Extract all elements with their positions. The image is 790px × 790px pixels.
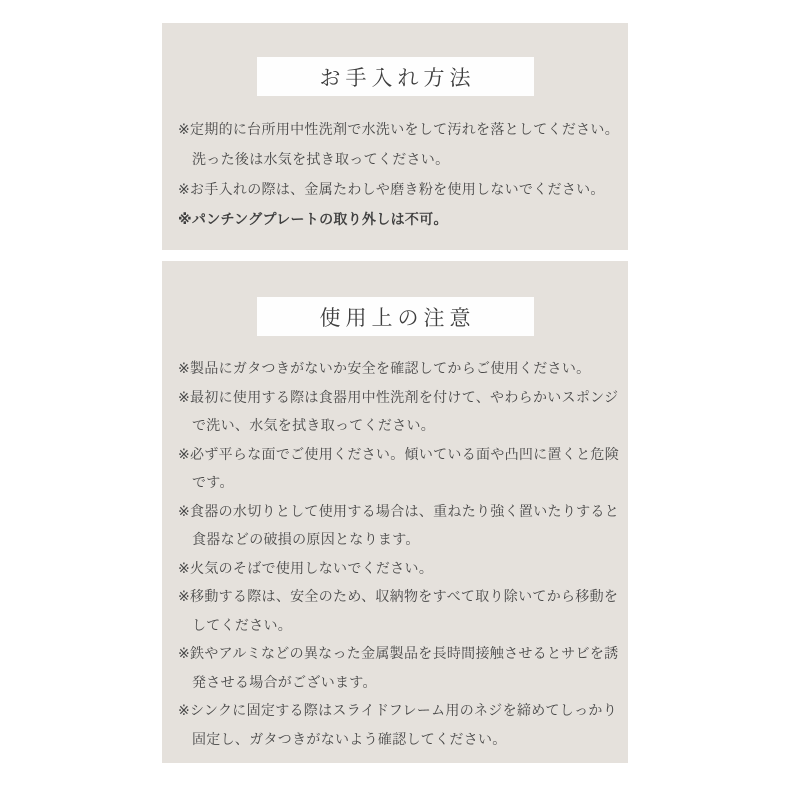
note-marker: ※	[178, 702, 191, 718]
note-item: ※お手入れの際は、金属たわしや磨き粉を使用しないでください。	[178, 181, 605, 197]
section-caution-title-box	[257, 297, 534, 336]
note-item: ※最初に使用する際は食器用中性洗剤を付けて、やわらかいスポンジで洗い、水気を拭き取ってください。	[178, 388, 619, 433]
care-notes-list	[162, 114, 628, 234]
note-item: ※鉄やアルミなどの異なった金属製品を長時間接触させるとサビを誘発させる場合がございます。	[178, 645, 619, 690]
note-item: ※パンチングプレートの取り外しは不可。	[178, 211, 448, 227]
section-usage-caution	[162, 261, 628, 763]
note-item: ※食器の水切りとして使用する場合は、重ねたり強く置いたりすると食器などの破損の原因となります。	[178, 502, 620, 547]
note-marker: ※	[178, 121, 191, 137]
note-marker: ※	[178, 388, 191, 405]
note-item: ※移動する際は、安全のため、収納物をすべて取り除いてから移動をしてください。	[178, 588, 619, 633]
note-marker: ※	[178, 502, 191, 519]
note-item: ※火気のそばで使用しないでください。	[178, 559, 434, 576]
note-marker: ※	[178, 588, 191, 604]
note-marker: ※	[178, 645, 191, 661]
note-marker: ※	[178, 559, 191, 576]
note-item: ※シンクに固定する際はスライドフレーム用のネジを締めてしっかり固定し、ガタつきがないよう確認してください。	[178, 702, 617, 747]
note-marker: ※	[178, 181, 191, 197]
note-marker: ※	[178, 445, 191, 462]
note-marker: ※	[178, 211, 192, 227]
section-caution-title: 使用上の注意	[319, 306, 476, 330]
section-care-title-box	[257, 57, 534, 96]
note-item: ※製品にガタつきがないか安全を確認してからご使用ください。	[178, 360, 591, 376]
note-item: ※定期的に台所用中性洗剤で水洗いをして汚れを落としてください。洗った後は水気を拭き取ってください。	[178, 121, 620, 167]
note-item: ※必ず平らな面でご使用ください。傾いている面や凸凹に置くと危険です。	[178, 445, 620, 490]
section-care-instructions	[162, 23, 628, 250]
caution-notes-list	[162, 354, 628, 753]
note-marker: ※	[178, 360, 191, 376]
section-care-title: お手入れ方法	[319, 66, 476, 90]
